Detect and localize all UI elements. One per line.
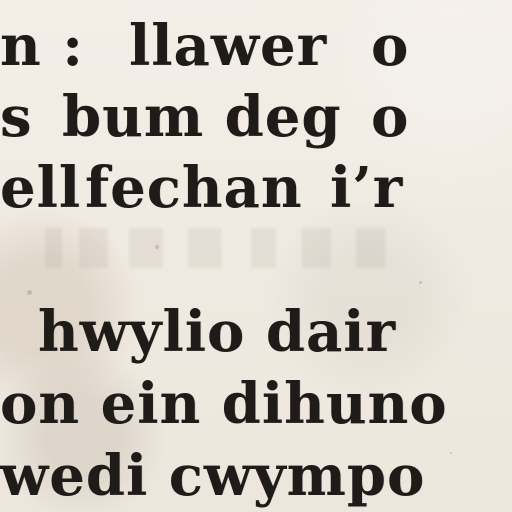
text-fragment: ell	[0, 155, 82, 221]
paper-speck	[27, 290, 32, 295]
text-fragment: on ein dihuno	[0, 371, 448, 437]
text-line-1	[0, 13, 512, 90]
text-line-5	[0, 371, 512, 448]
paper-speck	[419, 281, 422, 284]
text-line-6	[0, 443, 512, 512]
faded-show-through-text	[20, 228, 440, 268]
paper-speck	[155, 245, 159, 249]
text-line-3	[0, 155, 512, 232]
text-fragment: wedi cwympo	[0, 443, 426, 509]
text-fragment: i’r	[330, 155, 404, 221]
text-fragment: hwylio dair	[38, 299, 397, 365]
text-fragment: fechan	[85, 155, 303, 221]
text-fragment: o	[371, 13, 410, 79]
text-fragment: bum deg	[62, 84, 342, 150]
text-fragment: o	[371, 84, 410, 150]
text-fragment: n :	[0, 13, 84, 79]
text-line-2	[0, 84, 512, 161]
text-line-4	[0, 299, 512, 376]
text-fragment: s	[0, 84, 33, 150]
text-fragment: llawer	[129, 13, 328, 79]
